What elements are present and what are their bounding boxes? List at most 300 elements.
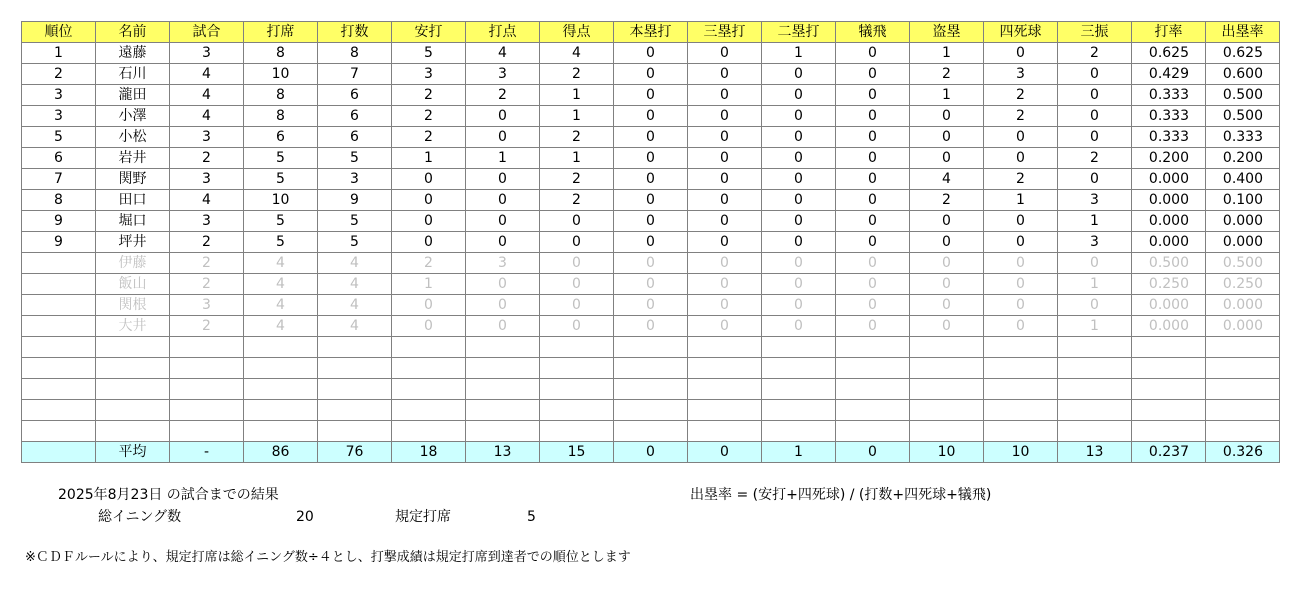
table-row: [22, 442, 1280, 463]
stat-cell: 0: [614, 211, 688, 232]
table-row: [22, 253, 1280, 274]
stat-cell: 1: [762, 442, 836, 463]
empty-cell: [688, 337, 762, 358]
table-body: [22, 43, 1280, 463]
empty-cell: [1058, 379, 1132, 400]
stat-cell: 4: [244, 253, 318, 274]
stat-cell: 0: [688, 148, 762, 169]
stat-cell: 2: [910, 64, 984, 85]
stat-cell: 0.250: [1132, 274, 1206, 295]
stat-cell: 0: [688, 211, 762, 232]
empty-cell: [96, 337, 170, 358]
player-name-cell: 平均: [96, 442, 170, 463]
player-name-cell: 堀口: [96, 211, 170, 232]
stat-cell: 0: [984, 211, 1058, 232]
table-row: [22, 127, 1280, 148]
player-name-cell: 遠藤: [96, 43, 170, 64]
player-name-cell: 瀧田: [96, 85, 170, 106]
empty-cell: [540, 379, 614, 400]
stat-cell: 1: [1058, 316, 1132, 337]
stat-cell: 0: [984, 274, 1058, 295]
stat-cell: 2: [540, 127, 614, 148]
stat-cell: 0.333: [1206, 127, 1280, 148]
stat-cell: 3: [392, 64, 466, 85]
column-header: 打席: [244, 22, 318, 43]
stat-cell: 0: [466, 232, 540, 253]
empty-cell: [22, 400, 96, 421]
empty-cell: [688, 421, 762, 442]
stat-cell: 2: [170, 148, 244, 169]
stat-cell: 4: [170, 64, 244, 85]
stat-cell: 0.600: [1206, 64, 1280, 85]
column-header: 犠飛: [836, 22, 910, 43]
stat-cell: 1: [540, 85, 614, 106]
empty-cell: [466, 400, 540, 421]
table-row: [22, 85, 1280, 106]
empty-cell: [392, 421, 466, 442]
stat-cell: 0: [688, 442, 762, 463]
stat-cell: -: [170, 442, 244, 463]
empty-row: [22, 379, 1280, 400]
stat-cell: 5: [244, 211, 318, 232]
stat-cell: 0: [836, 64, 910, 85]
stat-cell: 3: [984, 64, 1058, 85]
stat-cell: 5: [244, 148, 318, 169]
required-pa-value: 5: [527, 509, 536, 525]
empty-cell: [540, 358, 614, 379]
player-name-cell: 飯山: [96, 274, 170, 295]
stat-cell: 0: [836, 316, 910, 337]
table-row: [22, 274, 1280, 295]
player-name-cell: 関根: [96, 295, 170, 316]
empty-cell: [910, 358, 984, 379]
empty-cell: [984, 400, 1058, 421]
stat-cell: 1: [392, 274, 466, 295]
empty-cell: [318, 421, 392, 442]
empty-cell: [984, 358, 1058, 379]
stat-cell: 6: [318, 85, 392, 106]
stat-cell: 4: [244, 274, 318, 295]
stat-cell: 2: [170, 232, 244, 253]
stat-cell: 0: [984, 295, 1058, 316]
empty-cell: [466, 337, 540, 358]
stat-cell: 0.333: [1132, 106, 1206, 127]
column-header: 出塁率: [1206, 22, 1280, 43]
stat-cell: 4: [244, 316, 318, 337]
stat-cell: 0: [762, 274, 836, 295]
stat-cell: 1: [910, 85, 984, 106]
stat-cell: 0: [910, 127, 984, 148]
stat-cell: 2: [540, 169, 614, 190]
player-name-cell: 坪井: [96, 232, 170, 253]
stat-cell: 0: [614, 190, 688, 211]
empty-cell: [22, 379, 96, 400]
stat-cell: 8: [244, 85, 318, 106]
empty-cell: [22, 337, 96, 358]
empty-cell: [244, 421, 318, 442]
obp-formula: 出塁率 = (安打+四死球) / (打数+四死球+犠飛): [690, 487, 992, 503]
rank-cell: 2: [22, 64, 96, 85]
stat-cell: 0.000: [1132, 295, 1206, 316]
empty-cell: [614, 337, 688, 358]
table-row: [22, 295, 1280, 316]
empty-cell: [614, 400, 688, 421]
stat-cell: 4: [318, 295, 392, 316]
empty-cell: [1132, 337, 1206, 358]
player-name-cell: 岩井: [96, 148, 170, 169]
empty-cell: [614, 358, 688, 379]
stat-cell: 86: [244, 442, 318, 463]
empty-cell: [910, 400, 984, 421]
stat-cell: 0: [614, 148, 688, 169]
stat-cell: 0: [910, 274, 984, 295]
empty-cell: [170, 421, 244, 442]
table-row: [22, 148, 1280, 169]
player-name-cell: 小澤: [96, 106, 170, 127]
stat-cell: 0: [836, 148, 910, 169]
stat-cell: 2: [170, 253, 244, 274]
stat-cell: 0: [392, 169, 466, 190]
stat-cell: 0.200: [1206, 148, 1280, 169]
stat-cell: 0: [1058, 127, 1132, 148]
empty-cell: [540, 337, 614, 358]
stat-cell: 2: [540, 64, 614, 85]
rank-cell: [22, 316, 96, 337]
stat-cell: 4: [910, 169, 984, 190]
stat-cell: 0.000: [1206, 232, 1280, 253]
stat-cell: 0: [688, 274, 762, 295]
empty-cell: [910, 421, 984, 442]
empty-cell: [1058, 337, 1132, 358]
stat-cell: 4: [318, 274, 392, 295]
stat-cell: 0: [614, 85, 688, 106]
stat-cell: 0: [392, 316, 466, 337]
rank-cell: 8: [22, 190, 96, 211]
rank-cell: [22, 295, 96, 316]
stat-cell: 0: [762, 211, 836, 232]
stat-cell: 0: [688, 127, 762, 148]
stat-cell: 5: [244, 169, 318, 190]
stat-cell: 0.500: [1206, 106, 1280, 127]
stat-cell: 5: [318, 211, 392, 232]
stat-cell: 0: [836, 85, 910, 106]
empty-row: [22, 358, 1280, 379]
table-row: [22, 316, 1280, 337]
header-row: [22, 22, 1280, 43]
stat-cell: 4: [540, 43, 614, 64]
stat-cell: 0: [910, 148, 984, 169]
stat-cell: 3: [170, 295, 244, 316]
stat-cell: 0: [614, 169, 688, 190]
player-name-cell: 田口: [96, 190, 170, 211]
stat-cell: 4: [466, 43, 540, 64]
empty-cell: [688, 379, 762, 400]
stat-cell: 0: [984, 127, 1058, 148]
stat-cell: 0: [836, 442, 910, 463]
stat-cell: 2: [984, 85, 1058, 106]
stat-cell: 0.500: [1206, 253, 1280, 274]
empty-cell: [244, 358, 318, 379]
empty-cell: [1058, 358, 1132, 379]
stat-cell: 6: [318, 127, 392, 148]
column-header: 打数: [318, 22, 392, 43]
stat-cell: 0: [836, 253, 910, 274]
stat-cell: 3: [466, 253, 540, 274]
stat-cell: 0: [392, 211, 466, 232]
stat-cell: 0: [392, 190, 466, 211]
stat-cell: 0.326: [1206, 442, 1280, 463]
stat-cell: 0: [614, 127, 688, 148]
stat-cell: 0: [762, 253, 836, 274]
empty-cell: [244, 379, 318, 400]
stat-cell: 6: [244, 127, 318, 148]
stat-cell: 0: [688, 253, 762, 274]
stat-cell: 1: [762, 43, 836, 64]
stat-cell: 1: [1058, 274, 1132, 295]
stat-cell: 0.000: [1132, 211, 1206, 232]
empty-cell: [836, 379, 910, 400]
player-name-cell: 小松: [96, 127, 170, 148]
stat-cell: 2: [170, 316, 244, 337]
stat-cell: 0: [466, 106, 540, 127]
stat-cell: 3: [318, 169, 392, 190]
empty-cell: [614, 379, 688, 400]
stat-cell: 3: [170, 43, 244, 64]
total-innings-label: 総イニング数: [98, 509, 182, 525]
stat-cell: 0: [1058, 169, 1132, 190]
column-header: 試合: [170, 22, 244, 43]
stat-cell: 0.000: [1206, 316, 1280, 337]
empty-cell: [540, 421, 614, 442]
column-header: 本塁打: [614, 22, 688, 43]
stat-cell: 0: [688, 190, 762, 211]
empty-cell: [688, 400, 762, 421]
stat-cell: 2: [540, 190, 614, 211]
stat-cell: 2: [392, 127, 466, 148]
stat-cell: 0: [688, 232, 762, 253]
empty-cell: [1206, 358, 1280, 379]
stat-cell: 0.429: [1132, 64, 1206, 85]
empty-cell: [762, 337, 836, 358]
stat-cell: 2: [392, 253, 466, 274]
stat-cell: 0: [688, 295, 762, 316]
stat-cell: 0: [836, 274, 910, 295]
empty-cell: [318, 337, 392, 358]
stat-cell: 5: [392, 43, 466, 64]
rule-footnote: ※ＣＤＦルールにより、規定打席は総イニング数÷４とし、打撃成績は規定打席到達者での順位とします: [25, 550, 631, 565]
stat-cell: 18: [392, 442, 466, 463]
stat-cell: 0: [392, 295, 466, 316]
stat-cell: 0.333: [1132, 85, 1206, 106]
empty-cell: [318, 379, 392, 400]
stat-cell: 6: [318, 106, 392, 127]
empty-cell: [96, 421, 170, 442]
stat-cell: 0: [836, 190, 910, 211]
stat-cell: 0: [540, 211, 614, 232]
empty-cell: [688, 358, 762, 379]
stat-cell: 0: [984, 43, 1058, 64]
stat-cell: 0: [762, 85, 836, 106]
player-name-cell: 伊藤: [96, 253, 170, 274]
stat-cell: 5: [318, 148, 392, 169]
stat-cell: 2: [910, 190, 984, 211]
stat-cell: 0: [836, 232, 910, 253]
stat-cell: 0: [466, 316, 540, 337]
table-row: [22, 106, 1280, 127]
empty-cell: [466, 421, 540, 442]
stat-cell: 0.000: [1132, 232, 1206, 253]
empty-cell: [1206, 421, 1280, 442]
rank-cell: [22, 253, 96, 274]
stat-cell: 0.000: [1132, 316, 1206, 337]
stat-cell: 0: [762, 64, 836, 85]
table-row: [22, 169, 1280, 190]
empty-cell: [910, 379, 984, 400]
stat-cell: 0: [614, 106, 688, 127]
stat-cell: 0.000: [1132, 190, 1206, 211]
stat-cell: 0.250: [1206, 274, 1280, 295]
column-header: 順位: [22, 22, 96, 43]
column-header: 盗塁: [910, 22, 984, 43]
stat-cell: 76: [318, 442, 392, 463]
empty-cell: [984, 421, 1058, 442]
empty-cell: [836, 358, 910, 379]
stat-cell: 10: [984, 442, 1058, 463]
stat-cell: 2: [1058, 148, 1132, 169]
stat-cell: 7: [318, 64, 392, 85]
empty-cell: [170, 337, 244, 358]
empty-cell: [762, 379, 836, 400]
stat-cell: 0: [1058, 295, 1132, 316]
rank-cell: 7: [22, 169, 96, 190]
empty-cell: [910, 337, 984, 358]
stat-cell: 0: [1058, 106, 1132, 127]
stat-cell: 10: [244, 64, 318, 85]
stat-cell: 3: [170, 211, 244, 232]
stat-cell: 0: [688, 43, 762, 64]
stat-cell: 8: [244, 43, 318, 64]
stat-cell: 0.625: [1206, 43, 1280, 64]
stat-cell: 0: [910, 316, 984, 337]
rank-cell: 6: [22, 148, 96, 169]
stat-cell: 0: [984, 148, 1058, 169]
stat-cell: 0: [614, 232, 688, 253]
stat-cell: 0.500: [1132, 253, 1206, 274]
stat-cell: 0: [466, 127, 540, 148]
empty-cell: [22, 358, 96, 379]
column-header: 三振: [1058, 22, 1132, 43]
stat-cell: 2: [392, 85, 466, 106]
column-header: 打点: [466, 22, 540, 43]
stat-cell: 0: [688, 106, 762, 127]
stat-cell: 0: [762, 106, 836, 127]
table-row: [22, 211, 1280, 232]
empty-cell: [244, 400, 318, 421]
empty-cell: [318, 400, 392, 421]
stat-cell: 0: [910, 295, 984, 316]
stat-cell: 0: [614, 295, 688, 316]
column-header: 安打: [392, 22, 466, 43]
empty-cell: [244, 337, 318, 358]
stat-cell: 0: [762, 232, 836, 253]
stat-cell: 3: [170, 127, 244, 148]
stat-cell: 4: [170, 190, 244, 211]
stat-cell: 9: [318, 190, 392, 211]
stat-cell: 0.400: [1206, 169, 1280, 190]
empty-cell: [984, 337, 1058, 358]
stat-cell: 0: [762, 169, 836, 190]
empty-cell: [96, 379, 170, 400]
stat-cell: 8: [244, 106, 318, 127]
stat-cell: 0: [688, 169, 762, 190]
stat-cell: 0.333: [1132, 127, 1206, 148]
stat-cell: 0: [466, 190, 540, 211]
stat-cell: 0: [688, 85, 762, 106]
stat-cell: 0: [540, 274, 614, 295]
stat-cell: 0: [466, 295, 540, 316]
stat-cell: 3: [1058, 190, 1132, 211]
empty-cell: [392, 379, 466, 400]
table-row: [22, 190, 1280, 211]
empty-cell: [614, 421, 688, 442]
empty-cell: [984, 379, 1058, 400]
rank-cell: 9: [22, 211, 96, 232]
rank-cell: 3: [22, 106, 96, 127]
stat-cell: 1: [910, 43, 984, 64]
stat-cell: 2: [1058, 43, 1132, 64]
stat-cell: 0: [614, 64, 688, 85]
stat-cell: 0: [836, 106, 910, 127]
empty-cell: [170, 379, 244, 400]
stat-cell: 0: [762, 190, 836, 211]
stat-cell: 10: [910, 442, 984, 463]
batting-stats-table: [21, 21, 1280, 463]
stat-cell: 3: [170, 169, 244, 190]
stat-cell: 2: [392, 106, 466, 127]
column-header: 得点: [540, 22, 614, 43]
stat-cell: 1: [466, 148, 540, 169]
stat-cell: 0: [614, 316, 688, 337]
player-name-cell: 大井: [96, 316, 170, 337]
stat-cell: 0: [762, 295, 836, 316]
stat-cell: 1: [540, 148, 614, 169]
stat-cell: 2: [170, 274, 244, 295]
date-note: 2025年8月23日 の試合までの結果: [58, 487, 279, 503]
empty-cell: [762, 421, 836, 442]
stat-cell: 0: [910, 211, 984, 232]
stat-cell: 0: [836, 43, 910, 64]
empty-cell: [1132, 379, 1206, 400]
stat-cell: 0: [836, 295, 910, 316]
stat-cell: 0: [688, 316, 762, 337]
empty-cell: [466, 379, 540, 400]
empty-cell: [1206, 400, 1280, 421]
empty-cell: [392, 400, 466, 421]
stat-cell: 1: [1058, 211, 1132, 232]
empty-cell: [1132, 358, 1206, 379]
stat-cell: 0: [614, 43, 688, 64]
empty-cell: [762, 358, 836, 379]
stat-cell: 3: [1058, 232, 1132, 253]
stat-cell: 0: [466, 211, 540, 232]
stat-cell: 1: [392, 148, 466, 169]
stat-cell: 1: [540, 106, 614, 127]
stat-cell: 4: [318, 253, 392, 274]
rank-cell: 5: [22, 127, 96, 148]
stat-cell: 0: [688, 64, 762, 85]
stat-cell: 0.000: [1206, 211, 1280, 232]
empty-cell: [318, 358, 392, 379]
